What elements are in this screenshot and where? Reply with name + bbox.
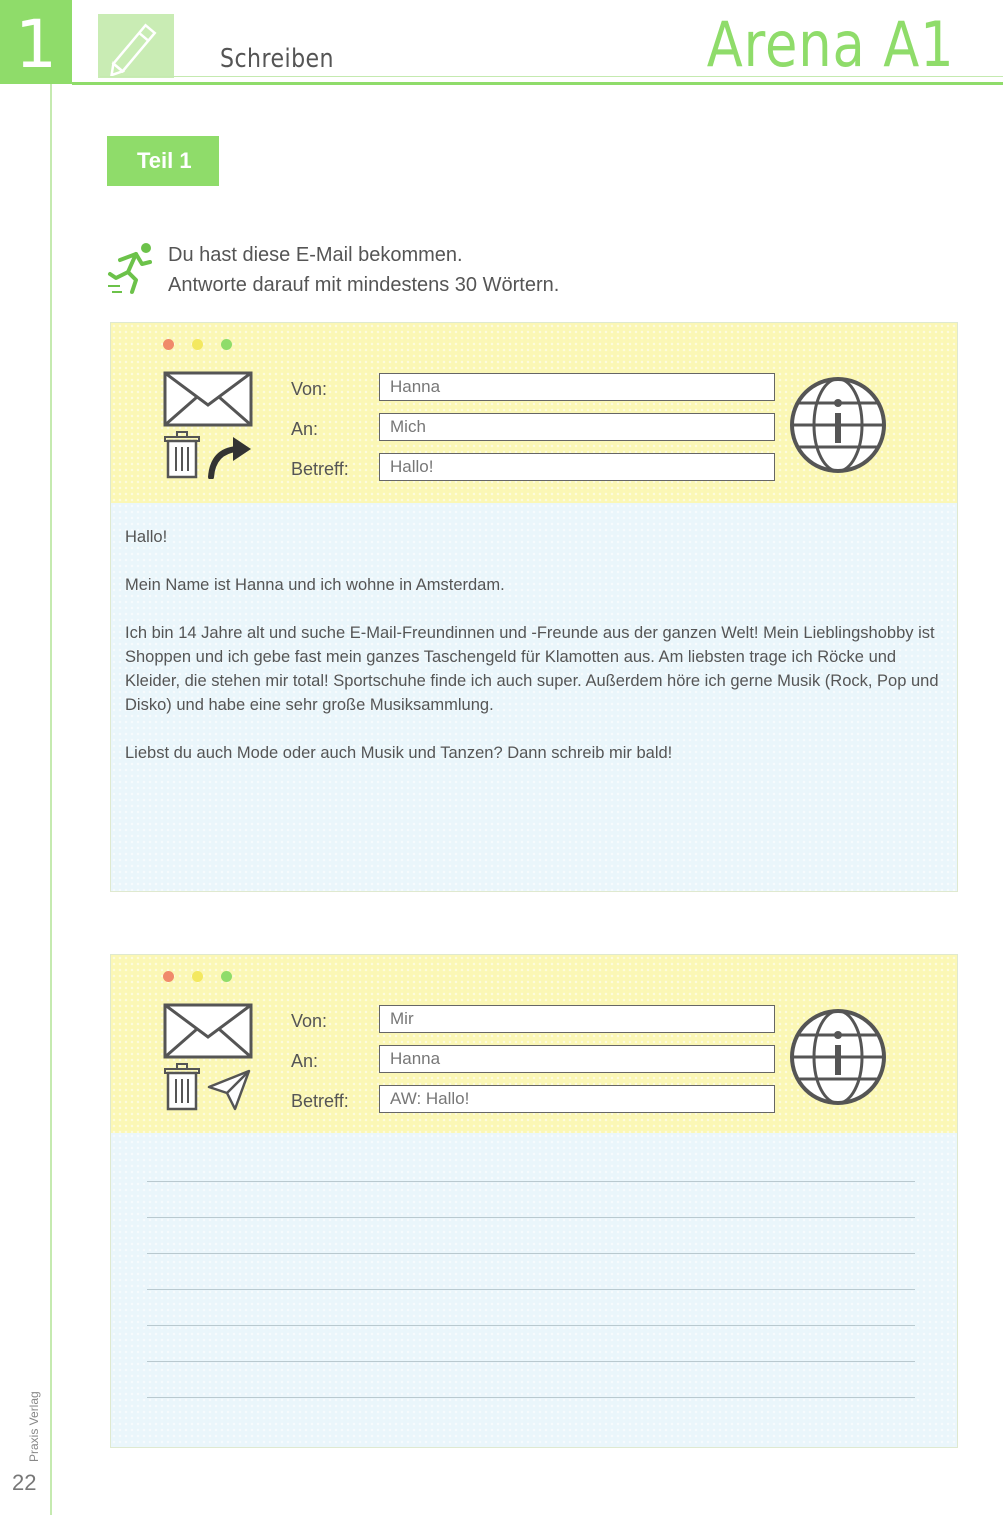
instruction-text xyxy=(168,240,559,300)
part-badge: Teil 1 xyxy=(107,136,219,186)
pencil-icon xyxy=(98,14,174,78)
chapter-badge xyxy=(0,0,72,84)
subject-field: Hallo! xyxy=(379,453,775,481)
instruction-line-2: Antworte darauf mit mindestens 30 Wörtern. xyxy=(168,274,560,296)
subject-label: Betreff: xyxy=(291,459,349,479)
brand-title: Arena A1 xyxy=(707,8,955,81)
envelope-icon xyxy=(163,371,253,427)
maximize-dot-icon xyxy=(221,339,232,350)
subject-field: AW: Hallo! xyxy=(379,1085,775,1113)
margin-rule xyxy=(50,84,52,1515)
message-paragraph: Mein Name ist Hanna und ich wohne in Amsterdam. xyxy=(125,576,505,594)
subject-label: Betreff: xyxy=(291,1091,349,1111)
writing-line[interactable] xyxy=(147,1325,915,1326)
window-controls xyxy=(163,971,232,982)
close-dot-icon xyxy=(163,339,174,350)
writing-line[interactable] xyxy=(147,1289,915,1290)
from-field: Hanna xyxy=(379,373,775,401)
to-label: An: xyxy=(291,1051,319,1071)
from-label: Von: xyxy=(291,379,328,399)
reply-writing-area[interactable] xyxy=(111,1133,957,1447)
writing-line[interactable] xyxy=(147,1181,915,1182)
runner-icon xyxy=(106,240,156,296)
email-message xyxy=(125,525,945,789)
send-plane-icon xyxy=(205,1067,253,1111)
email-header xyxy=(111,323,957,503)
trash-icon xyxy=(163,431,201,479)
message-paragraph: Hallo! xyxy=(125,528,168,546)
close-dot-icon xyxy=(163,971,174,982)
email-body xyxy=(111,503,957,891)
writing-line[interactable] xyxy=(147,1397,915,1398)
page-number: 22 xyxy=(12,1470,37,1495)
section-title: Schreiben xyxy=(220,44,334,74)
to-label: An: xyxy=(291,419,319,439)
trash-icon xyxy=(163,1063,201,1111)
writing-line[interactable] xyxy=(147,1361,915,1362)
reply-email xyxy=(110,954,958,1448)
writing-line[interactable] xyxy=(147,1217,915,1218)
from-label: Von: xyxy=(291,1011,328,1031)
message-paragraph: Liebst du auch Mode oder auch Musik und Tanzen? Dann schreib mir bald! xyxy=(125,744,673,762)
instruction-line-1: Du hast diese E-Mail bekommen. xyxy=(168,244,463,266)
publisher-label: Praxis Verlag xyxy=(27,1391,41,1462)
minimize-dot-icon xyxy=(192,339,203,350)
message-paragraph: Ich bin 14 Jahre alt und suche E-Mail-Freundinnen und -Freunde aus der ganzen Welt! Mein Lieblingshobby ist Shoppen und ich gebe fast mein ganzes Taschengeld für Klamotten aus. Am liebsten trage ich Röcke und Kleider, die stehen mir total! Sportschuhe finde ich auch super. Außerdem höre ich gerne Musik (Rock, Pop und Disko) und habe eine sehr große Musiksammlung. xyxy=(125,624,939,714)
from-field: Mir xyxy=(379,1005,775,1033)
window-controls xyxy=(163,339,232,350)
maximize-dot-icon xyxy=(221,971,232,982)
envelope-icon xyxy=(163,1003,253,1059)
received-email xyxy=(110,322,958,892)
globe-info-icon xyxy=(787,371,889,479)
globe-info-icon xyxy=(787,1003,889,1111)
chapter-number: 1 xyxy=(15,6,57,83)
to-field: Mich xyxy=(379,413,775,441)
minimize-dot-icon xyxy=(192,971,203,982)
writing-line[interactable] xyxy=(147,1253,915,1254)
email-header xyxy=(111,955,957,1133)
to-field: Hanna xyxy=(379,1045,775,1073)
reply-arrow-icon xyxy=(205,435,253,479)
header-rule xyxy=(72,82,1003,85)
